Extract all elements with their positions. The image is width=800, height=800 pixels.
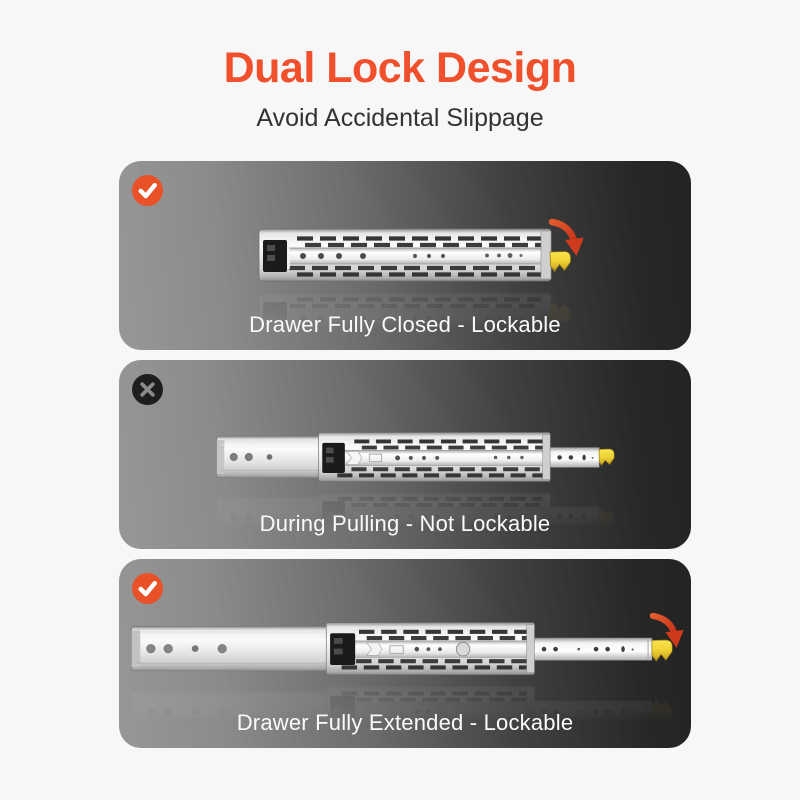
mid-rail [326, 623, 534, 675]
arrow-down-icon [552, 222, 583, 256]
mid-rail [318, 433, 550, 482]
inner-rail [534, 638, 652, 660]
lock-lever [652, 640, 672, 661]
x-icon [132, 374, 163, 405]
check-icon [132, 573, 163, 604]
inner-rail [550, 448, 599, 468]
slide-pulling-illustration [213, 421, 618, 525]
mount-bracket [322, 443, 345, 473]
lock-lever [599, 449, 614, 465]
outer-rail [132, 626, 338, 670]
panel-caption: Drawer Fully Extended - Lockable [236, 710, 574, 735]
slide-extended-body [132, 623, 673, 675]
rail-end-cap [541, 231, 551, 279]
lock-lever [550, 252, 571, 272]
check-icon [132, 175, 163, 206]
slide-closed-body [259, 229, 571, 281]
panel-caption: During Pulling - Not Lockable [259, 511, 551, 536]
x-glyph [132, 374, 163, 405]
panel-drawer-fully-closed [119, 161, 691, 350]
mount-bracket [330, 633, 355, 665]
panel-drawer-fully-extended [119, 559, 691, 748]
panel-caption: Drawer Fully Closed - Lockable [249, 312, 561, 337]
slide-closed-illustration [253, 217, 583, 327]
mount-bracket [263, 240, 290, 272]
outer-rail [217, 436, 336, 477]
slide-pulling-body [217, 433, 614, 482]
page-subtitle: Avoid Accidental Slippage [256, 104, 544, 132]
mid-rail-band [277, 248, 549, 264]
check-glyph [132, 175, 163, 206]
slide-extended-illustration [127, 613, 691, 719]
page-title: Dual Lock Design [223, 44, 577, 92]
check-glyph [132, 573, 163, 604]
cam-detail [456, 642, 469, 655]
panel-during-pulling [119, 360, 691, 549]
